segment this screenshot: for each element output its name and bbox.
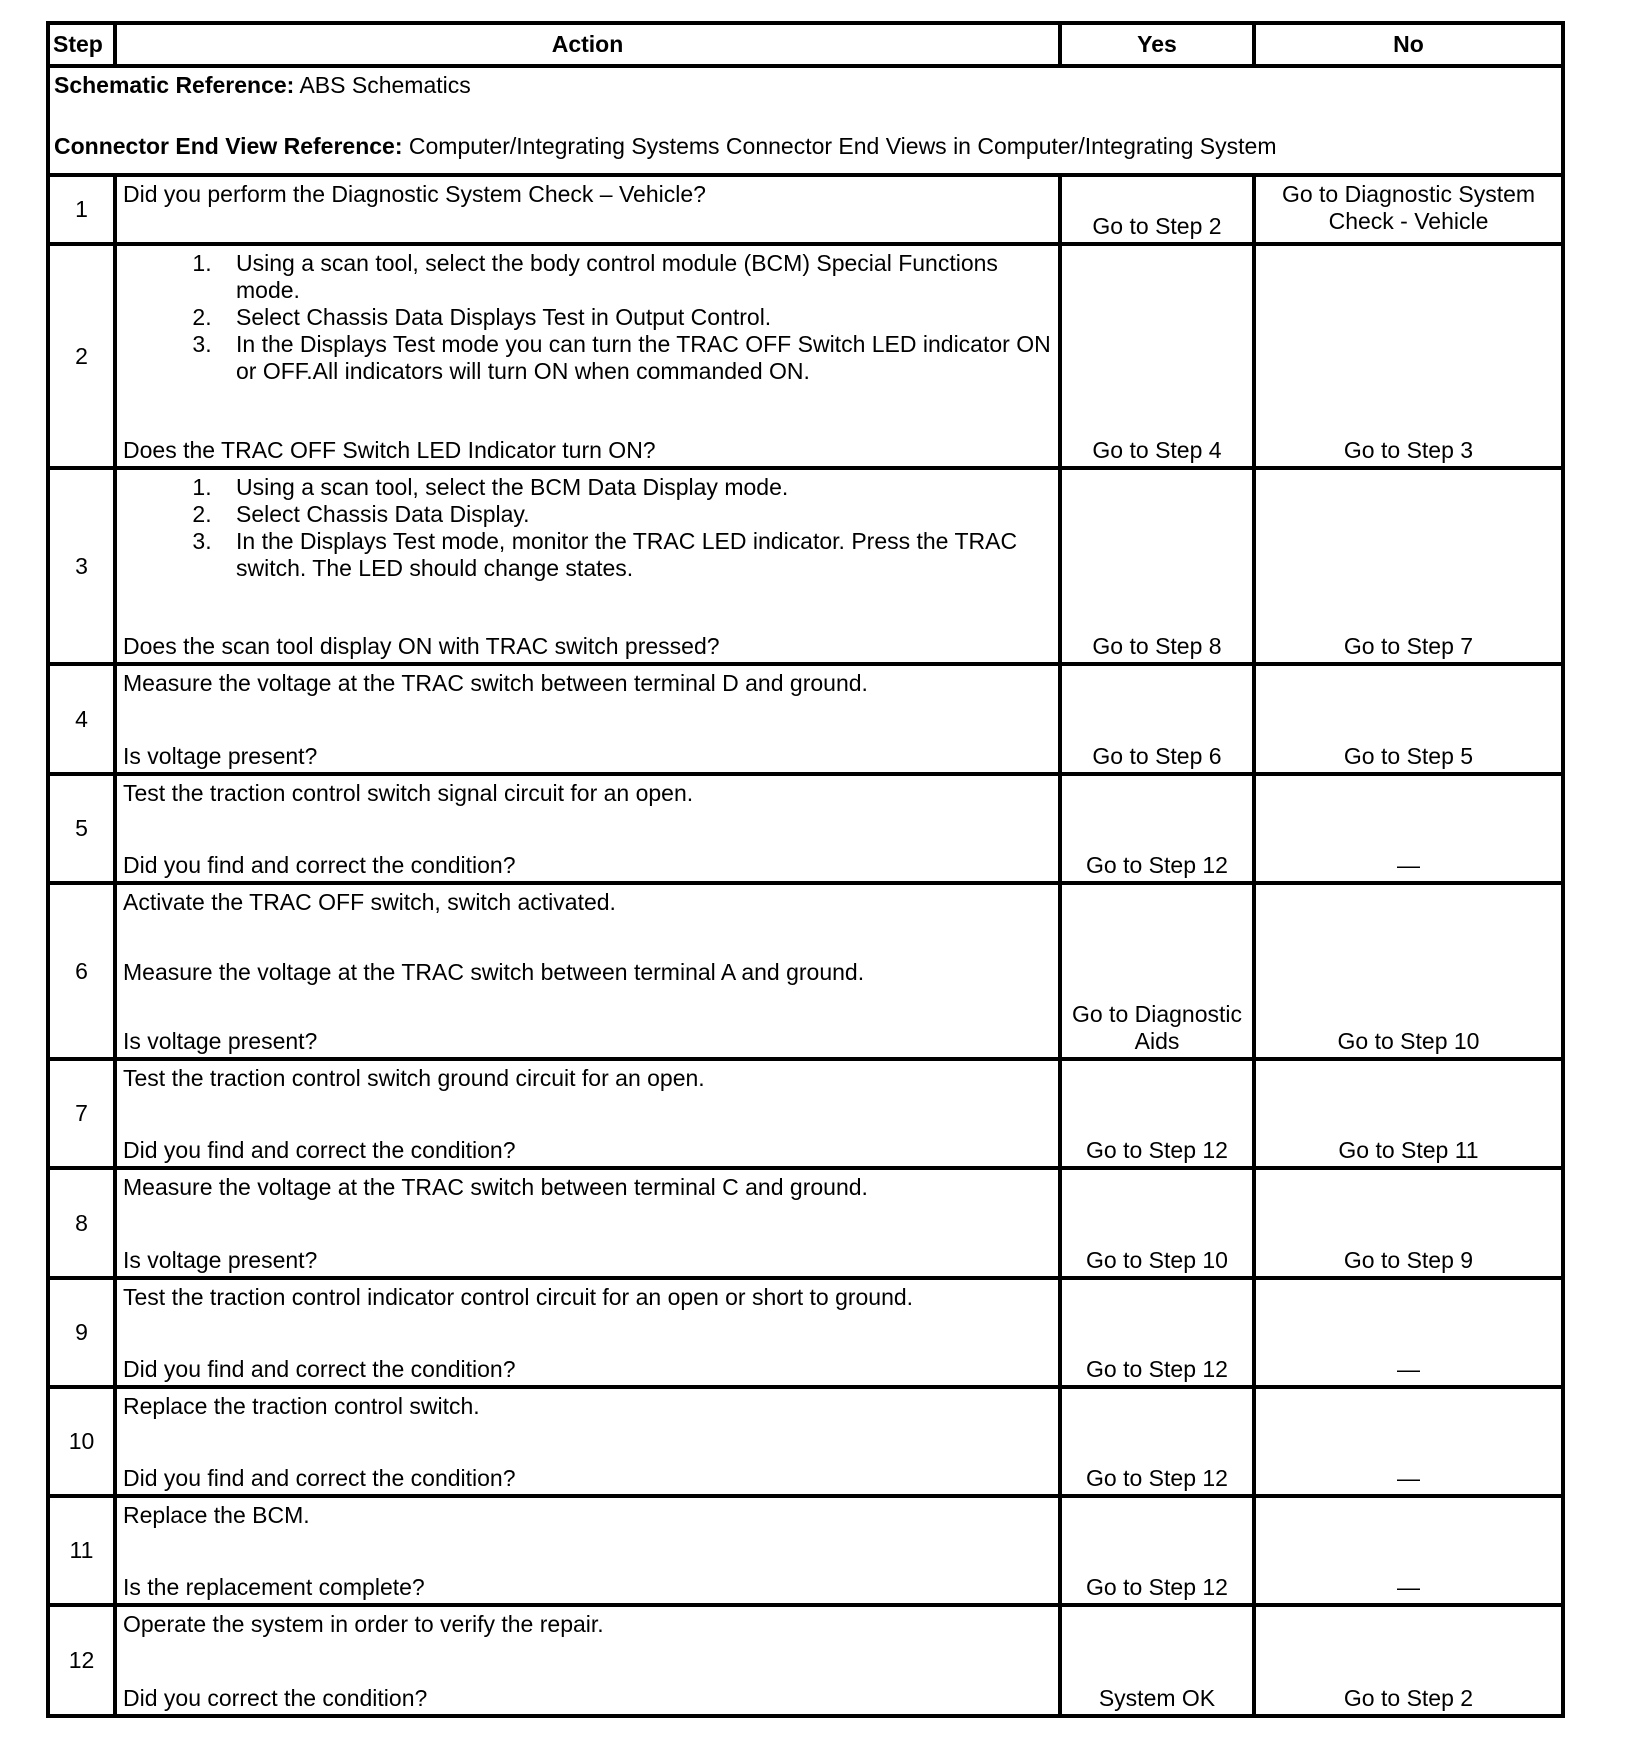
action-text: Is voltage present? — [123, 1247, 318, 1273]
no-result: — — [1254, 774, 1563, 883]
action-text: Test the traction control indicator control circuit for an open or short to ground. — [123, 1284, 914, 1310]
action-content — [123, 1611, 1054, 1712]
action-text: Did you find and correct the condition? — [123, 852, 516, 878]
table-row — [48, 244, 1563, 468]
table-row — [48, 1496, 1563, 1605]
action-text: Is voltage present? — [123, 743, 318, 769]
action-cell — [115, 244, 1060, 468]
table-row — [48, 175, 1563, 244]
yes-result: Go to Step 12 — [1060, 1278, 1254, 1387]
action-text: Measure the voltage at the TRAC switch between terminal C and ground. — [123, 1174, 868, 1200]
action-content — [123, 181, 1054, 240]
action-cell — [115, 1278, 1060, 1387]
table-row — [48, 1387, 1563, 1496]
action-cell — [115, 883, 1060, 1059]
yes-result: Go to Step 10 — [1060, 1168, 1254, 1278]
action-text: Does the scan tool display ON with TRAC switch pressed? — [123, 633, 720, 659]
action-text: Replace the BCM. — [123, 1502, 310, 1528]
action-cell — [115, 1496, 1060, 1605]
no-result: Go to Step 7 — [1254, 468, 1563, 664]
step-number: 2 — [48, 244, 115, 468]
action-cell — [115, 664, 1060, 774]
table-row — [48, 1168, 1563, 1278]
step-number: 8 — [48, 1168, 115, 1278]
yes-result: Go to Step 12 — [1060, 1496, 1254, 1605]
connector-reference — [54, 133, 1557, 160]
action-text: Did you find and correct the condition? — [123, 1465, 516, 1491]
action-cell — [115, 468, 1060, 664]
table-row — [48, 883, 1563, 1059]
action-text: Measure the voltage at the TRAC switch between terminal A and ground. — [123, 958, 865, 985]
schematic-reference-value: ABS Schematics — [294, 72, 471, 98]
schematic-reference-label: Schematic Reference: — [54, 72, 295, 98]
yes-result: Go to Diagnostic Aids — [1060, 883, 1254, 1059]
action-text: Did you perform the Diagnostic System Check – Vehicle? — [123, 181, 706, 207]
table-row — [48, 1278, 1563, 1387]
header-action: Action — [115, 23, 1060, 66]
step-number: 6 — [48, 883, 115, 1059]
action-text: Is the replacement complete? — [123, 1574, 425, 1600]
action-step: 2. Select Chassis Data Displays Test in Output Control. — [218, 304, 1054, 331]
action-content — [123, 1393, 1054, 1492]
no-result: — — [1254, 1278, 1563, 1387]
action-step: 3. In the Displays Test mode you can turn the TRAC OFF Switch LED indicator ON or OFF.All indicators will turn ON when commanded ON. — [218, 331, 1054, 385]
yes-result: System OK — [1060, 1605, 1254, 1716]
no-result: Go to Step 2 — [1254, 1605, 1563, 1716]
header-step: Step — [48, 23, 115, 66]
yes-result: Go to Step 8 — [1060, 468, 1254, 664]
header-yes: Yes — [1060, 23, 1254, 66]
action-content — [123, 1502, 1054, 1601]
action-step: 2. Select Chassis Data Display. — [218, 501, 1054, 528]
step-number: 9 — [48, 1278, 115, 1387]
yes-result: Go to Step 4 — [1060, 244, 1254, 468]
action-text: Is voltage present? — [123, 1028, 318, 1054]
action-cell — [115, 1059, 1060, 1168]
step-number: 1 — [48, 175, 115, 244]
action-text: Activate the TRAC OFF switch, switch activated. — [123, 889, 616, 915]
action-cell — [115, 1168, 1060, 1278]
no-result: Go to Step 5 — [1254, 664, 1563, 774]
table-row — [48, 468, 1563, 664]
no-result: — — [1254, 1387, 1563, 1496]
step-number: 11 — [48, 1496, 115, 1605]
reference-row — [48, 66, 1563, 175]
action-text: Replace the traction control switch. — [123, 1393, 480, 1419]
action-text: Test the traction control switch signal circuit for an open. — [123, 780, 694, 806]
step-number: 7 — [48, 1059, 115, 1168]
header-no: No — [1254, 23, 1563, 66]
table-row — [48, 1059, 1563, 1168]
reference-cell — [48, 66, 1563, 175]
yes-result: Go to Step 12 — [1060, 774, 1254, 883]
yes-result: Go to Step 12 — [1060, 1387, 1254, 1496]
action-cell — [115, 175, 1060, 244]
schematic-reference — [54, 72, 1557, 99]
action-content — [123, 1065, 1054, 1164]
connector-reference-value: Computer/Integrating Systems Connector End Views in Computer/Integrating System — [402, 133, 1277, 159]
action-text: Did you correct the condition? — [123, 1685, 428, 1711]
step-number: 12 — [48, 1605, 115, 1716]
action-steps-list — [123, 474, 1054, 582]
action-content — [123, 1284, 1054, 1383]
step-number: 10 — [48, 1387, 115, 1496]
action-text: Measure the voltage at the TRAC switch between terminal D and ground. — [123, 670, 868, 696]
action-content — [123, 250, 1054, 464]
yes-result: Go to Step 2 — [1060, 175, 1254, 244]
action-content — [123, 670, 1054, 770]
no-result: Go to Diagnostic System Check - Vehicle — [1254, 175, 1563, 244]
action-cell — [115, 1605, 1060, 1716]
action-cell — [115, 1387, 1060, 1496]
connector-reference-label: Connector End View Reference: — [54, 133, 403, 159]
action-content — [123, 474, 1054, 660]
step-number: 3 — [48, 468, 115, 664]
table-row — [48, 664, 1563, 774]
yes-result: Go to Step 6 — [1060, 664, 1254, 774]
no-result: Go to Step 10 — [1254, 883, 1563, 1059]
action-steps-list — [123, 250, 1054, 385]
no-result: Go to Step 9 — [1254, 1168, 1563, 1278]
action-cell — [115, 774, 1060, 883]
action-content — [123, 780, 1054, 879]
table-row — [48, 774, 1563, 883]
action-text: Test the traction control switch ground circuit for an open. — [123, 1065, 705, 1091]
header-row — [48, 23, 1563, 66]
action-content — [123, 1174, 1054, 1274]
step-number: 5 — [48, 774, 115, 883]
step-number: 4 — [48, 664, 115, 774]
action-step: 3. In the Displays Test mode, monitor the TRAC LED indicator. Press the TRAC switch. The LED should change states. — [218, 528, 1054, 582]
yes-result: Go to Step 12 — [1060, 1059, 1254, 1168]
no-result: Go to Step 11 — [1254, 1059, 1563, 1168]
action-text: Did you find and correct the condition? — [123, 1356, 516, 1382]
action-text: Does the TRAC OFF Switch LED Indicator turn ON? — [123, 437, 656, 463]
action-text: Did you find and correct the condition? — [123, 1137, 516, 1163]
diagnostic-table — [46, 21, 1565, 1718]
action-text: Operate the system in order to verify the repair. — [123, 1611, 604, 1637]
no-result: — — [1254, 1496, 1563, 1605]
action-step: 1. Using a scan tool, select the body control module (BCM) Special Functions mode. — [218, 250, 1054, 304]
table-row — [48, 1605, 1563, 1716]
action-step: 1. Using a scan tool, select the BCM Data Display mode. — [218, 474, 1054, 501]
action-content — [123, 889, 1054, 1055]
no-result: Go to Step 3 — [1254, 244, 1563, 468]
